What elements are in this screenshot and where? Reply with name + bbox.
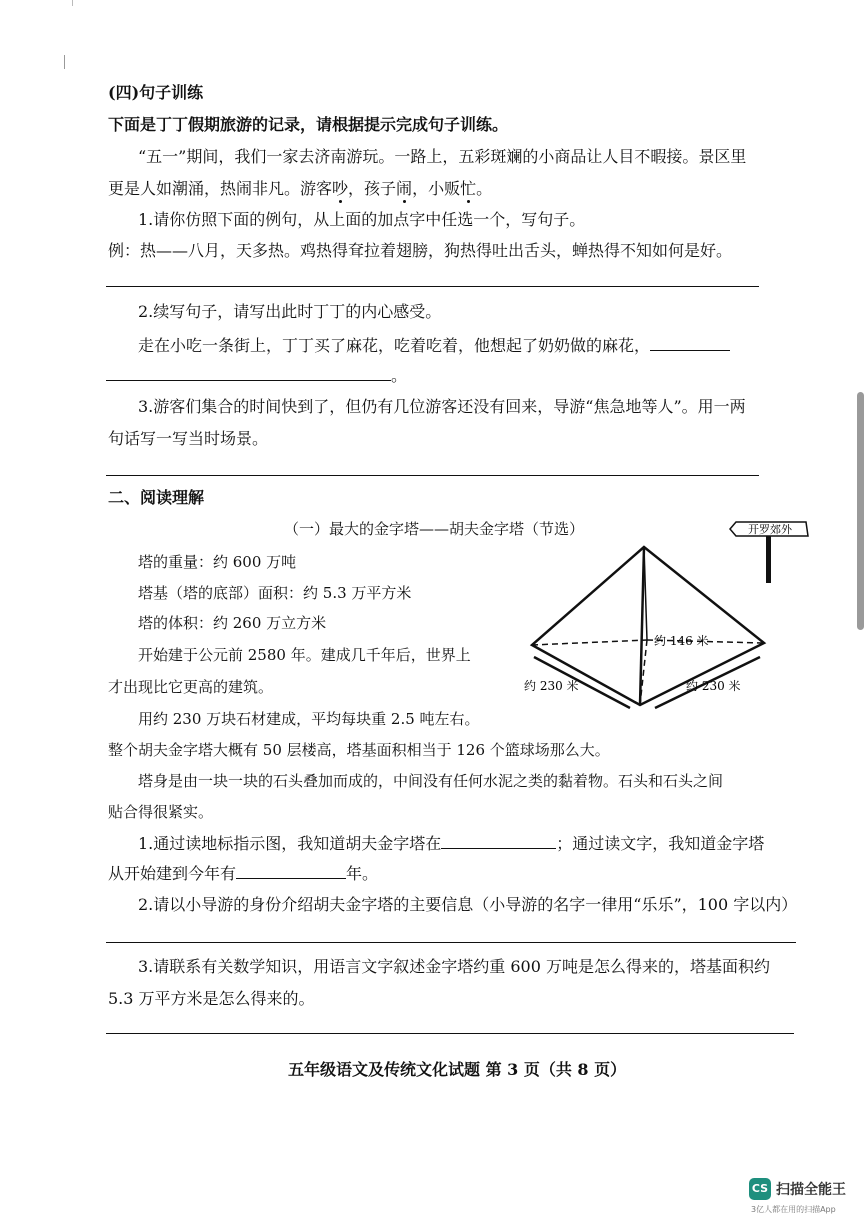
dotted-char: 吵 [332, 179, 349, 198]
fact-volume: 塔的体积：约 260 万立方米 [138, 614, 327, 632]
fact-base-area: 塔基（塔的底部）面积：约 5.3 万平方米 [138, 584, 412, 602]
left-base-label: 约 230 米 [524, 679, 579, 693]
question-text: 从开始建到今年有 [108, 864, 237, 883]
dotted-char: 忙 [460, 179, 477, 198]
height-label: 约 146 米 [654, 634, 709, 648]
answer-line[interactable] [106, 1033, 794, 1034]
watermark-tagline: 3亿人都在用的扫描App [751, 1205, 836, 1214]
answer-blank[interactable] [650, 334, 730, 351]
passage-line: “五一”期间，我们一家去济南游玩。一路上，五彩斑斓的小商品让人目不暇接。景区里 [138, 147, 747, 166]
cs-logo-icon: CS [749, 1178, 771, 1200]
question-1: 1.请你仿照下面的例句，从上面的加点字中任选一个，写句子。 [138, 210, 586, 229]
dotted-char: 闹 [396, 179, 413, 198]
section-title: 二、阅读理解 [108, 488, 205, 507]
question-3-cont: 句话写一写当时场景。 [108, 429, 269, 448]
scan-edge-mark [72, 0, 73, 6]
reading-question-3-cont: 5.3 万平方米是怎么得来的。 [108, 989, 315, 1008]
question-text: ；通过读文字，我知道金字塔 [556, 834, 765, 853]
passage-segment: 更是人如潮涌，热闹非凡。游客 [108, 179, 333, 198]
apex-dashes [532, 547, 764, 645]
right-base-label: 约 230 米 [686, 679, 741, 693]
fact-weight: 塔的重量：约 600 万吨 [138, 553, 297, 571]
answer-blank[interactable] [441, 832, 556, 849]
answer-line[interactable] [106, 942, 796, 943]
passage-title: （一）最大的金字塔——胡夫金字塔（节选） [284, 520, 585, 538]
passage-paragraph: 才出现比它更高的建筑。 [108, 678, 274, 696]
answer-line-row [106, 364, 407, 387]
reading-question-3: 3.请联系有关数学知识，用语言文字叙述金字塔约重 600 万吨是怎么得来的，塔基面积约 [138, 957, 770, 976]
passage-segment: 。 [476, 179, 493, 198]
question-2-text [138, 334, 730, 357]
answer-blank[interactable] [236, 862, 346, 879]
answer-line[interactable] [106, 286, 759, 287]
pyramid-diagram [520, 515, 820, 725]
passage-paragraph: 贴合得很紧实。 [108, 803, 214, 821]
scanner-watermark [749, 1178, 853, 1218]
passage-segment: ，小贩 [412, 179, 461, 198]
passage-paragraph: 开始建于公元前 2580 年。建成几千年后，世界上 [138, 646, 471, 664]
passage-line [108, 178, 492, 200]
passage-paragraph: 用约 230 万块石材建成，平均每块重 2.5 吨左右。 [138, 710, 480, 728]
passage-paragraph: 整个胡夫金字塔大概有 50 层楼高，塔基面积相当于 126 个篮球场那么大。 [108, 741, 610, 759]
end-punctuation: 。 [391, 366, 408, 385]
answer-blank[interactable] [106, 364, 391, 381]
passage-paragraph: 塔身是由一块一块的石头叠加而成的，中间没有任何水泥之类的黏着物。石头和石头之间 [138, 772, 724, 790]
watermark-name: 扫描全能王 [776, 1182, 846, 1198]
signpost [730, 522, 808, 583]
passage-segment: ，孩子 [348, 179, 397, 198]
question-text: 走在小吃一条街上，丁丁买了麻花，吃着吃着，他想起了奶奶做的麻花， [138, 336, 651, 355]
reading-question-2: 2.请以小导游的身份介绍胡夫金字塔的主要信息（小导游的名字一律用“乐乐”，100 字以内） [138, 895, 798, 914]
section4-intro: 下面是丁丁假期旅游的记录，请根据提示完成句子训练。 [108, 115, 509, 134]
question-text: 1.通过读地标指示图，我知道胡夫金字塔在 [138, 834, 442, 853]
question-3: 3.游客们集合的时间快到了，但仍有几位游客还没有回来，导游“焦急地等人”。用一两 [138, 397, 746, 416]
reading-question-1-cont [108, 862, 378, 885]
reading-question-1 [138, 832, 764, 855]
scrollbar-thumb[interactable] [857, 392, 864, 630]
question-text: 年。 [346, 864, 379, 883]
scan-edge-mark [64, 55, 65, 69]
answer-line[interactable] [106, 475, 759, 476]
question-2: 2.续写句子，请写出此时丁丁的内心感受。 [138, 302, 442, 321]
page-footer: 五年级语文及传统文化试题 第 3 页（共 8 页） [288, 1060, 627, 1079]
section4-title: (四)句子训练 [108, 83, 204, 102]
sign-label: 开罗郊外 [748, 523, 792, 536]
example-sentence: 例：热——八月，天多热。鸡热得耷拉着翅膀，狗热得吐出舌头，蝉热得不知如何是好。 [108, 241, 733, 260]
